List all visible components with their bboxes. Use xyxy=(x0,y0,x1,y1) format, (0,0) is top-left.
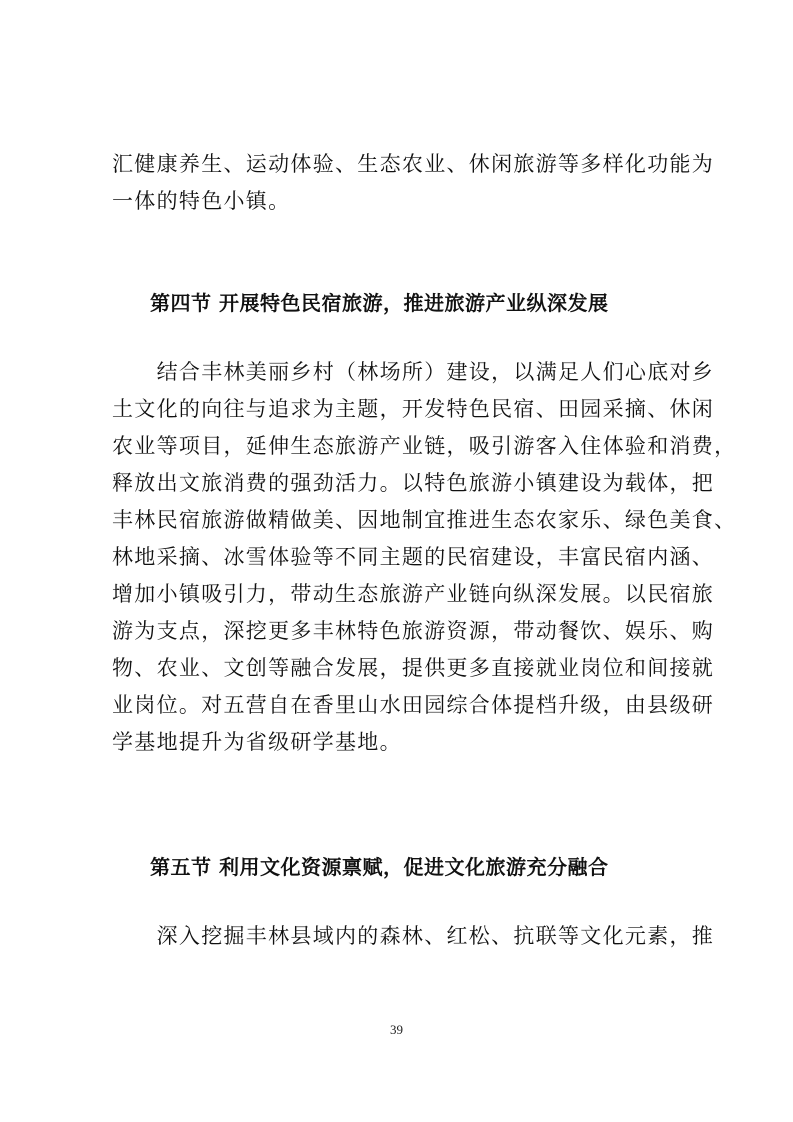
section-heading-5: 第五节 利用文化资源禀赋，促进文化旅游充分融合 xyxy=(150,855,609,879)
paragraph-line: 学基地提升为省级研学基地。 xyxy=(112,730,402,754)
paragraph-line: 结合丰林美丽乡村（林场所）建设，以满足人们心底对乡 xyxy=(112,360,715,384)
paragraph-line: 丰林民宿旅游做精做美、因地制宜推进生态农家乐、绿色美食、 xyxy=(112,508,737,532)
paragraph-line: 游为支点，深挖更多丰林特色旅游资源，带动餐饮、娱乐、购 xyxy=(112,619,715,643)
paragraph-line: 深入挖掘丰林县域内的森林、红松、抗联等文化元素，推 xyxy=(112,924,715,948)
paragraph-line: 业岗位。对五营自在香里山水田园综合体提档升级，由县级研 xyxy=(112,693,715,717)
section-heading-4: 第四节 开展特色民宿旅游，推进旅游产业纵深发展 xyxy=(150,291,609,315)
paragraph-line: 土文化的向往与追求为主题，开发特色民宿、田园采摘、休闲 xyxy=(112,397,715,421)
paragraph-line: 释放出文旅消费的强劲活力。以特色旅游小镇建设为载体，把 xyxy=(112,471,715,495)
paragraph-section-4 xyxy=(112,354,737,761)
paragraph-line: 汇健康养生、运动体验、生态农业、休闲旅游等多样化功能为 xyxy=(112,152,715,176)
paragraph-line: 农业等项目，延伸生态旅游产业链，吸引游客入住体验和消费， xyxy=(112,434,737,458)
paragraph-line: 林地采摘、冰雪体验等不同主题的民宿建设，丰富民宿内涵、 xyxy=(112,545,715,569)
page-number: 39 xyxy=(390,1022,403,1037)
paragraph-line: 一体的特色小镇。 xyxy=(112,189,291,213)
paragraph-continuation xyxy=(112,146,715,220)
paragraph-section-5 xyxy=(112,918,715,955)
paragraph-line: 物、农业、文创等融合发展，提供更多直接就业岗位和间接就 xyxy=(112,656,715,680)
paragraph-line: 增加小镇吸引力，带动生态旅游产业链向纵深发展。以民宿旅 xyxy=(112,582,715,606)
